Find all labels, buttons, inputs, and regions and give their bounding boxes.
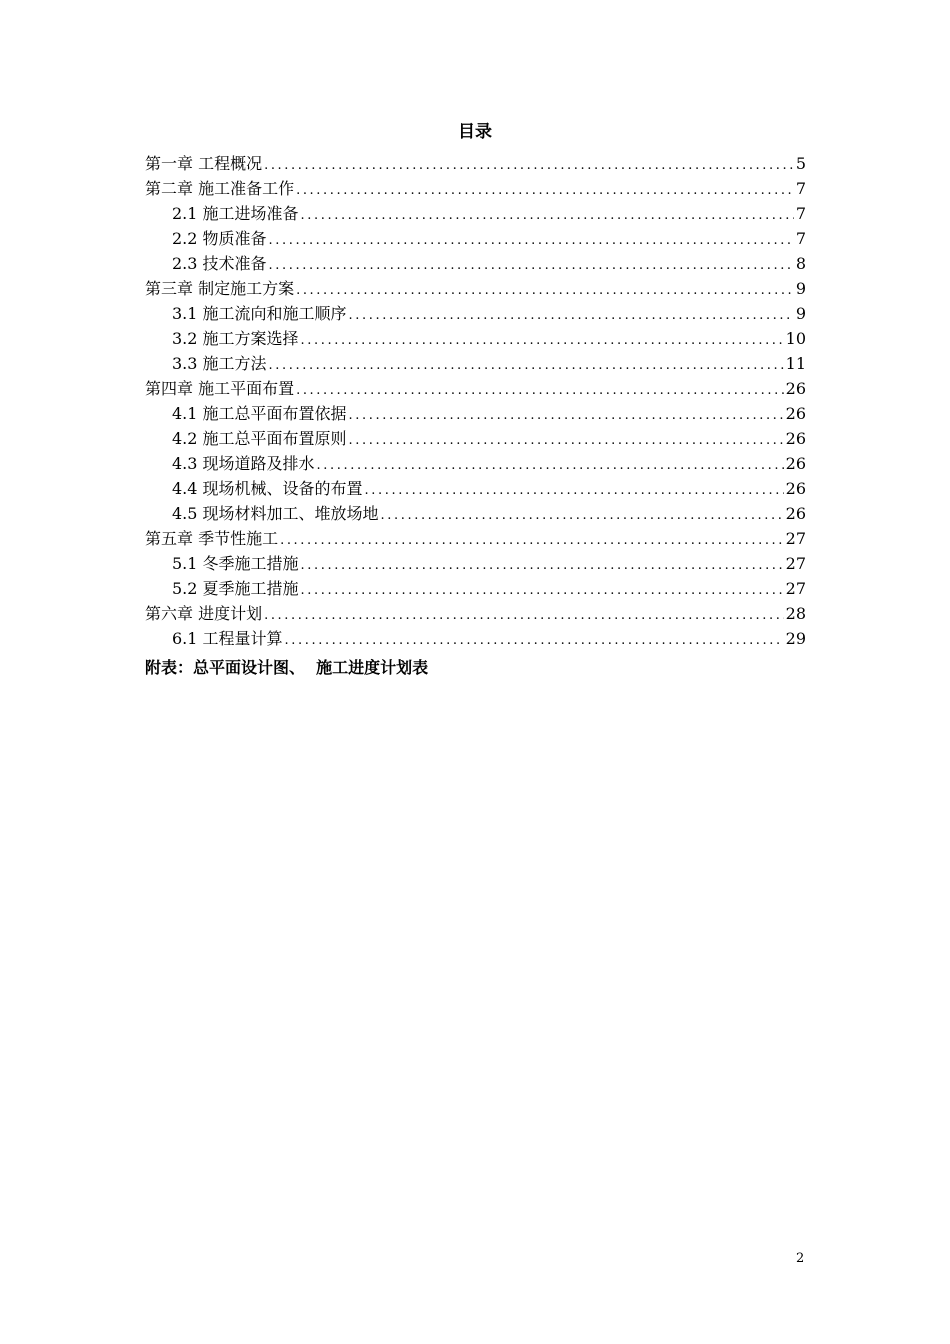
toc-entry-page: 9 [795,304,806,323]
page-number: 2 [796,1251,805,1266]
toc-dot-leader [349,428,784,453]
toc-subentry[interactable] [145,351,806,376]
toc-entry-page: 26 [785,379,806,398]
toc-entry-label: 5.2 夏季施工措施 [172,579,299,598]
toc-entry-page: 26 [785,429,806,448]
toc-entry-label: 第三章 制定施工方案 [145,279,295,298]
toc-entry-label: 第四章 施工平面布置 [145,379,295,398]
toc-entry-page: 27 [785,529,806,548]
toc-dot-leader [269,353,784,378]
appendix-note: 附表：总平面设计图、 施工进度计划表 [145,658,429,677]
toc-subentry[interactable] [145,501,806,526]
toc-entry[interactable] [145,601,806,626]
toc-subentry[interactable] [145,301,806,326]
toc-dot-leader [317,453,784,478]
toc-dot-leader [349,303,794,328]
toc-entry[interactable] [145,376,806,401]
toc-dot-leader [280,528,784,553]
toc-entry-label: 4.3 现场道路及排水 [172,454,315,473]
toc-dot-leader [301,328,784,353]
toc-dot-leader [365,478,784,503]
toc-entry-page: 10 [785,329,806,348]
toc-entry-page: 26 [785,479,806,498]
toc-entry-page: 26 [785,504,806,523]
toc-title: 目录 [458,122,492,142]
toc-dot-leader [269,228,794,253]
toc-entry-label: 2.1 施工进场准备 [172,204,299,223]
toc-entry[interactable] [145,151,806,176]
toc-subentry[interactable] [145,201,806,226]
toc-subentry[interactable] [145,551,806,576]
toc-dot-leader [296,178,794,203]
toc-dot-leader [349,403,784,428]
toc-entry-page: 5 [795,154,806,173]
toc-entry-page: 7 [795,229,806,248]
toc-entry-page: 27 [785,554,806,573]
toc-subentry[interactable] [145,426,806,451]
toc-dot-leader [296,278,794,303]
toc-dot-leader [264,153,794,178]
toc-entry-page: 7 [795,179,806,198]
toc-subentry[interactable] [145,326,806,351]
toc-entry-label: 第二章 施工准备工作 [145,179,295,198]
toc-entry-page: 11 [785,354,806,373]
toc-entry-label: 4.5 现场材料加工、堆放场地 [172,504,379,523]
toc-entry-page: 26 [785,454,806,473]
toc-entry-label: 6.1 工程量计算 [172,629,283,648]
toc-dot-leader [269,253,794,278]
toc-dot-leader [285,628,784,653]
toc-entry-page: 28 [785,604,806,623]
toc-entry-label: 2.2 物质准备 [172,229,267,248]
toc-dot-leader [264,603,784,628]
table-of-contents [145,151,806,651]
toc-entry-label: 3.1 施工流向和施工顺序 [172,304,347,323]
toc-entry-page: 9 [795,279,806,298]
toc-entry-label: 2.3 技术准备 [172,254,267,273]
toc-entry-label: 5.1 冬季施工措施 [172,554,299,573]
toc-dot-leader [301,203,794,228]
toc-subentry[interactable] [145,576,806,601]
toc-subentry[interactable] [145,226,806,251]
toc-entry[interactable] [145,526,806,551]
toc-entry-label: 3.2 施工方案选择 [172,329,299,348]
toc-subentry[interactable] [145,401,806,426]
toc-entry-page: 7 [795,204,806,223]
toc-entry-page: 27 [785,579,806,598]
toc-subentry[interactable] [145,626,806,651]
toc-subentry[interactable] [145,476,806,501]
toc-dot-leader [301,578,784,603]
toc-entry[interactable] [145,276,806,301]
toc-entry-label: 第一章 工程概况 [145,154,263,173]
toc-dot-leader [296,378,784,403]
toc-entry-page: 26 [785,404,806,423]
toc-entry[interactable] [145,176,806,201]
toc-entry-label: 第五章 季节性施工 [145,529,279,548]
toc-dot-leader [381,503,784,528]
toc-entry-label: 4.4 现场机械、设备的布置 [172,479,363,498]
toc-subentry[interactable] [145,451,806,476]
toc-entry-label: 3.3 施工方法 [172,354,267,373]
toc-subentry[interactable] [145,251,806,276]
toc-entry-page: 8 [795,254,806,273]
toc-dot-leader [301,553,784,578]
toc-entry-page: 29 [785,629,806,648]
toc-entry-label: 第六章 进度计划 [145,604,263,623]
toc-entry-label: 4.1 施工总平面布置依据 [172,404,347,423]
toc-entry-label: 4.2 施工总平面布置原则 [172,429,347,448]
